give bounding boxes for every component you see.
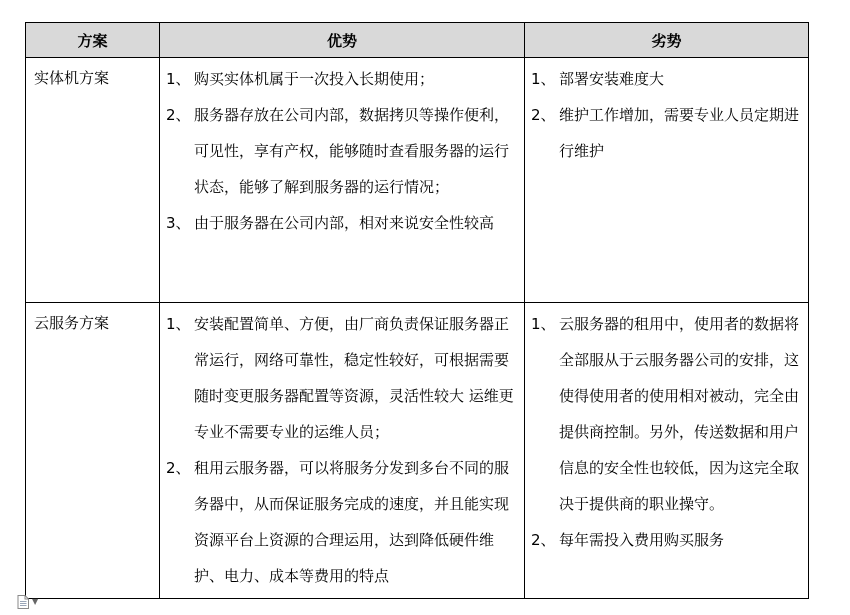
scheme-name: 云服务方案 (34, 314, 110, 332)
header-pros: 优势 (160, 23, 525, 58)
list-item (531, 97, 802, 169)
item-number: 2、 (531, 106, 556, 124)
table-row-cloud (26, 303, 809, 599)
item-text: 服务器存放在公司内部，数据拷贝等操作便利，可见性，享有产权，能够随时查看服务器的运行状态，能够了解到服务器的运行情况； (194, 106, 510, 196)
item-text: 云服务器的租用中，使用者的数据将全部服从于云服务器公司的安排，这使得使用者的使用相对被动，完全由提供商控制。另外，传送数据和用户信息的安全性也较低，因为这完全取决于提供商的职业操守。 (559, 315, 800, 513)
item-text: 维护工作增加，需要专业人员定期进行维护 (559, 106, 800, 160)
list-item (166, 306, 518, 450)
chevron-down-icon[interactable]: ▼ (32, 597, 39, 606)
comparison-table (25, 22, 809, 599)
list-item (166, 97, 518, 205)
item-text: 由于服务器在公司内部，相对来说安全性较高 (194, 214, 495, 232)
cons-cell (525, 303, 809, 599)
header-scheme: 方案 (26, 23, 160, 58)
document-icon[interactable] (17, 595, 29, 609)
list-item (531, 306, 802, 522)
item-number: 1、 (531, 70, 556, 88)
scheme-cell (26, 303, 160, 599)
pros-cell (160, 58, 525, 303)
list-item (166, 61, 518, 97)
scheme-cell (26, 58, 160, 303)
item-number: 2、 (531, 531, 556, 549)
table-row-physical (26, 58, 809, 303)
item-number: 3、 (166, 214, 191, 232)
header-row (26, 23, 809, 58)
item-number: 1、 (166, 315, 191, 333)
list-item (531, 522, 802, 558)
cons-cell (525, 58, 809, 303)
item-number: 1、 (166, 70, 191, 88)
item-number: 2、 (166, 459, 191, 477)
list-item (166, 205, 518, 241)
header-cons: 劣势 (525, 23, 809, 58)
item-text: 每年需投入费用购买服务 (559, 531, 725, 549)
item-text: 租用云服务器，可以将服务分发到多台不同的服务器中，从而保证服务完成的速度，并且能实现资源平台上资源的合理运用，达到降低硬件维护、电力、成本等费用的特点 (194, 459, 510, 585)
list-item (531, 61, 802, 97)
paste-options[interactable] (17, 595, 38, 609)
scheme-name: 实体机方案 (34, 69, 110, 87)
item-text: 部署安装难度大 (559, 70, 665, 88)
item-number: 2、 (166, 106, 191, 124)
pros-cell (160, 303, 525, 599)
list-item (166, 450, 518, 594)
item-text: 安装配置简单、方便，由厂商负责保证服务器正常运行，网络可靠性，稳定性较好，可根据需要随时变更服务器配置等资源，灵活性较大 运维更专业不需要专业的运维人员； (194, 315, 514, 441)
item-text: 购买实体机属于一次投入长期使用； (194, 70, 435, 88)
item-number: 1、 (531, 315, 556, 333)
